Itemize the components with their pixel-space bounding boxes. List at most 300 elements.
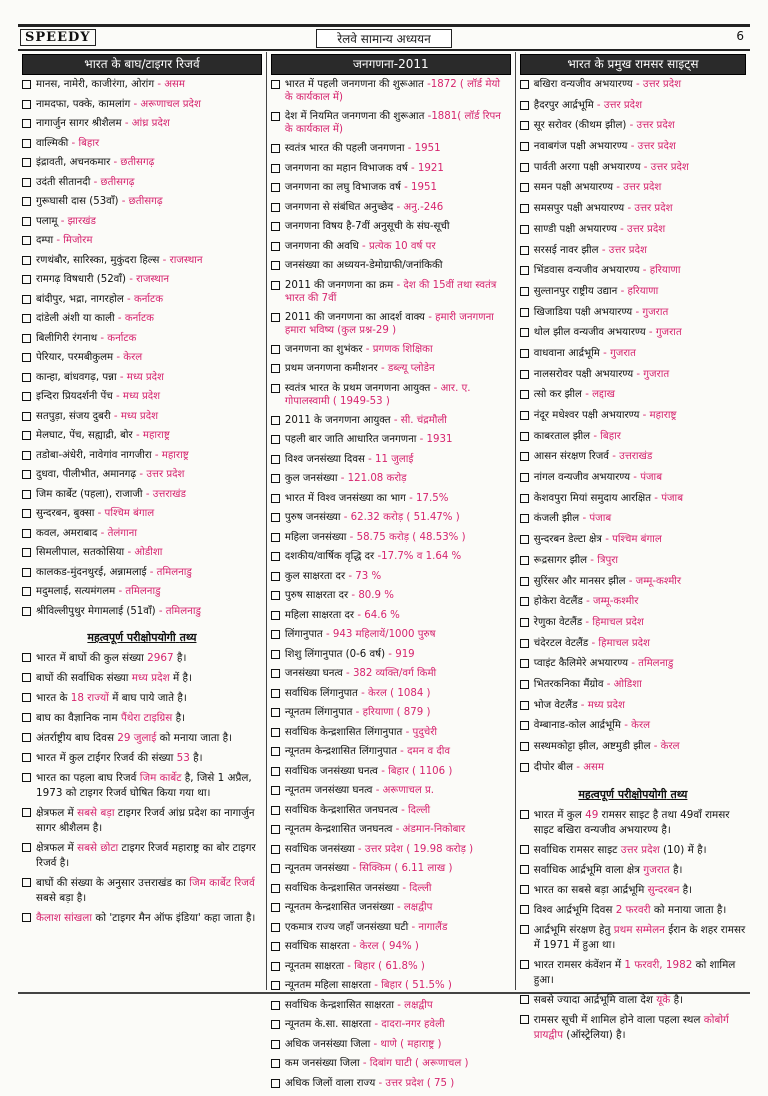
census-row bbox=[271, 648, 511, 668]
checkbox-icon bbox=[520, 494, 529, 503]
tiger-name: जिम कार्बेट (पहला), राजाजी bbox=[36, 489, 143, 500]
census-name: एकमात्र राज्य जहाँ जनसंख्या घटी bbox=[285, 922, 408, 933]
checkbox-icon bbox=[22, 673, 31, 682]
tiger-fact-a: बाघों की संख्या के अनुसार उत्तराखंड का bbox=[36, 877, 189, 889]
census-value: - बिहार ( 61.8% ) bbox=[347, 961, 425, 972]
census-name: 2011 की जनगणना का आदर्श वाक्य bbox=[285, 312, 425, 323]
ramsar-row bbox=[520, 616, 746, 637]
checkbox-icon bbox=[271, 261, 280, 270]
census-value: - दिबांग घाटी ( अरूणाचल ) bbox=[363, 1058, 469, 1069]
ramsar-name: बखिरा वन्यजीव अभयारण्य bbox=[534, 79, 633, 90]
census-row bbox=[271, 687, 511, 707]
census-value: - 1951 bbox=[408, 143, 441, 154]
tiger-row bbox=[22, 176, 262, 196]
census-name: भारत में विश्व जनसंख्या का भाग bbox=[285, 493, 406, 504]
census-value: - केरल ( 1084 ) bbox=[361, 688, 430, 699]
ramsar-text bbox=[534, 450, 746, 463]
census-name: न्यूनतम केन्द्रशासित जनघनत्व bbox=[285, 824, 392, 835]
checkbox-icon bbox=[22, 334, 31, 343]
ramsar-text bbox=[534, 119, 746, 132]
ramsar-row bbox=[520, 471, 746, 492]
tiger-fact bbox=[22, 806, 262, 836]
checkbox-icon bbox=[520, 473, 529, 482]
census-row bbox=[271, 960, 511, 980]
census-row bbox=[271, 726, 511, 746]
tiger-text bbox=[36, 468, 262, 481]
census-text bbox=[285, 843, 511, 856]
ramsar-text bbox=[534, 595, 746, 608]
census-name: न्यूनतम साक्षरता bbox=[285, 961, 344, 972]
tiger-name: कालकड-मुंदनथुरई, अन्नामलाई bbox=[36, 567, 147, 578]
tiger-fact-text bbox=[36, 806, 262, 836]
tiger-text bbox=[36, 234, 262, 247]
census-name: न्यूनतम जनसंख्या घनत्व bbox=[285, 785, 373, 796]
checkbox-icon bbox=[271, 591, 280, 600]
census-row bbox=[271, 589, 511, 609]
census-name: जनगणना विषय है-7वीं अनुसूची के संघ-सूची bbox=[285, 221, 450, 232]
census-name: 2011 की जनगणना का क्रम bbox=[285, 280, 393, 291]
checkbox-icon bbox=[22, 693, 31, 702]
tiger-text bbox=[36, 156, 262, 169]
ramsar-value: - त्रिपुरा bbox=[590, 555, 618, 566]
census-row bbox=[271, 1057, 511, 1077]
ramsar-name: रूद्रसागर झील bbox=[534, 555, 587, 566]
tiger-value: - मध्य प्रदेश bbox=[114, 411, 158, 422]
census-text bbox=[285, 784, 511, 797]
ramsar-row bbox=[520, 181, 746, 202]
census-row bbox=[271, 1077, 511, 1096]
tiger-name: रणथंबौर, सारिस्का, मुकुंदरा हिल्स bbox=[36, 255, 159, 266]
checkbox-icon bbox=[520, 163, 529, 172]
tiger-row bbox=[22, 566, 262, 586]
census-value: - बिहार ( 51.5% ) bbox=[374, 980, 452, 991]
ramsar-text bbox=[534, 719, 746, 732]
ramsar-name: होकेरा वेटलैंड bbox=[534, 596, 583, 607]
checkbox-icon bbox=[520, 225, 529, 234]
tiger-fact-b: सबसे बड़ा है। bbox=[36, 892, 86, 904]
tiger-name: रामगढ़ विषधारी (52वाँ) bbox=[36, 274, 126, 285]
checkbox-icon bbox=[271, 1059, 280, 1068]
ramsar-text bbox=[534, 554, 746, 567]
census-row bbox=[271, 162, 511, 182]
census-name: न्यूनतम के.सा. साक्षरता bbox=[285, 1019, 371, 1030]
ramsar-name: भितरकनिका मैंग्रोव bbox=[534, 679, 604, 690]
ramsar-fact bbox=[520, 1013, 746, 1043]
census-value: - 17.5% bbox=[409, 493, 448, 504]
tiger-row bbox=[22, 332, 262, 352]
checkbox-icon bbox=[271, 494, 280, 503]
ramsar-text bbox=[534, 285, 746, 298]
census-name: लिंगानुपात bbox=[285, 629, 323, 640]
tiger-row bbox=[22, 98, 262, 118]
ramsar-row bbox=[520, 347, 746, 368]
census-row bbox=[271, 433, 511, 453]
census-name: कुल साक्षरता दर bbox=[285, 571, 345, 582]
checkbox-icon bbox=[22, 753, 31, 762]
checkbox-icon bbox=[22, 431, 31, 440]
checkbox-icon bbox=[520, 390, 529, 399]
ramsar-text bbox=[534, 575, 746, 588]
checkbox-icon bbox=[22, 392, 31, 401]
census-column bbox=[267, 52, 516, 990]
census-text bbox=[285, 667, 511, 680]
checkbox-icon bbox=[22, 412, 31, 421]
tiger-text bbox=[36, 585, 262, 598]
ramsar-row bbox=[520, 119, 746, 140]
checkbox-icon bbox=[520, 370, 529, 379]
checkbox-icon bbox=[520, 142, 529, 151]
tiger-row bbox=[22, 195, 262, 215]
tiger-text bbox=[36, 176, 262, 189]
tiger-row bbox=[22, 351, 262, 371]
ramsar-fact-a: विश्व आर्द्रभूमि दिवस bbox=[534, 904, 616, 916]
census-row bbox=[271, 843, 511, 863]
checkbox-icon bbox=[271, 669, 280, 678]
ramsar-name: चंदेरटल वेटलैंड bbox=[534, 638, 588, 649]
tiger-fact-highlight: 18 राज्यों bbox=[71, 692, 109, 704]
tiger-name: दांडेली अंशी या काली bbox=[36, 313, 115, 324]
checkbox-icon bbox=[271, 533, 280, 542]
tiger-fact-a: भारत में कुल टाईगर रिजर्व की संख्या bbox=[36, 752, 177, 764]
checkbox-icon bbox=[271, 222, 280, 231]
tiger-value: - तमिलनाडु bbox=[118, 586, 160, 597]
census-value: - अरूणाचल प्र. bbox=[376, 785, 434, 796]
ramsar-fact-b: रामसर साइट है तथा 49वाँ रामसर साइट बखिरा वन्यजीव अभयारण्य है। bbox=[534, 809, 730, 836]
tiger-name: सुन्दरबन, बुक्सा bbox=[36, 508, 94, 519]
ramsar-name: सरसई नावर झील bbox=[534, 245, 599, 256]
census-row bbox=[271, 901, 511, 921]
checkbox-icon bbox=[22, 843, 31, 852]
ramsar-name: सूर सरोवर (कीथम झील) bbox=[534, 120, 627, 131]
ramsar-value: - जम्मू-कश्मीर bbox=[629, 576, 681, 587]
ramsar-value: - उत्तर प्रदेश bbox=[602, 245, 647, 256]
census-text bbox=[285, 1077, 511, 1090]
ramsar-row bbox=[520, 657, 746, 678]
census-text bbox=[285, 940, 511, 953]
ramsar-text bbox=[534, 388, 746, 401]
tiger-name: सिमलीपाल, सतकोसिया bbox=[36, 547, 124, 558]
checkbox-icon bbox=[520, 680, 529, 689]
ramsar-row bbox=[520, 368, 746, 389]
ramsar-fact bbox=[520, 923, 746, 953]
tiger-text bbox=[36, 351, 262, 364]
census-row bbox=[271, 1018, 511, 1038]
tiger-fact bbox=[22, 911, 262, 926]
ramsar-text bbox=[534, 637, 746, 650]
ramsar-row bbox=[520, 595, 746, 616]
tiger-text bbox=[36, 371, 262, 384]
checkbox-icon bbox=[271, 1020, 280, 1029]
census-text bbox=[285, 343, 511, 356]
tiger-row bbox=[22, 605, 262, 625]
tiger-value: - कर्नाटक bbox=[118, 313, 154, 324]
tiger-fact bbox=[22, 751, 262, 766]
ramsar-name: नांगल वन्यजीव अभयारण्य bbox=[534, 472, 630, 483]
tiger-value: - ओडीशा bbox=[127, 547, 162, 558]
tiger-row bbox=[22, 585, 262, 605]
checkbox-icon bbox=[520, 121, 529, 130]
tiger-fact-highlight: कैलाश सांखला bbox=[36, 912, 92, 924]
ramsar-name: भोज वेटलैंड bbox=[534, 700, 578, 711]
ramsar-value: - गुजरात bbox=[636, 369, 669, 380]
census-name: शिशु लिंगानुपात (0-6 वर्ष) bbox=[285, 649, 385, 660]
tiger-fact-text bbox=[36, 651, 262, 666]
census-text bbox=[285, 745, 511, 758]
census-value: -17.7% व 1.64 % bbox=[377, 551, 461, 562]
ramsar-text bbox=[534, 202, 746, 215]
checkbox-icon bbox=[520, 905, 529, 914]
census-value: - थाणे ( महाराष्ट्र ) bbox=[373, 1039, 441, 1050]
ramsar-value: - पंजाब bbox=[582, 513, 611, 524]
census-text bbox=[285, 648, 511, 661]
ramsar-name: सुल्तानपुर राष्ट्रीय उद्यान bbox=[534, 286, 618, 297]
checkbox-icon bbox=[271, 281, 280, 290]
checkbox-icon bbox=[22, 548, 31, 557]
tiger-fact bbox=[22, 671, 262, 686]
tiger-text bbox=[36, 137, 262, 150]
census-name: जनसंख्या का अध्ययन-डेमोग्राफी/जनांकिकी bbox=[285, 260, 443, 271]
census-value: - प्रत्येक 10 वर्ष पर bbox=[362, 241, 436, 252]
checkbox-icon bbox=[271, 455, 280, 464]
ramsar-fact-a: सर्वाधिक आर्द्रभूमि वाला क्षेत्र bbox=[534, 864, 644, 876]
ramsar-text bbox=[534, 512, 746, 525]
census-value: - बिहार ( 1106 ) bbox=[381, 766, 452, 777]
census-text bbox=[285, 414, 511, 427]
census-row bbox=[271, 259, 511, 279]
census-name: जनसंख्या घनत्व bbox=[285, 668, 343, 679]
census-row bbox=[271, 362, 511, 382]
census-text bbox=[285, 1018, 511, 1031]
census-name: न्यूनतम महिला साक्षरता bbox=[285, 980, 371, 991]
census-name: कुल जनसंख्या bbox=[285, 473, 338, 484]
ramsar-row bbox=[520, 678, 746, 699]
census-value: - 80.9 % bbox=[351, 590, 394, 601]
census-name: सर्वाधिक केन्द्रशासित जनसंख्या bbox=[285, 883, 399, 894]
census-text bbox=[285, 901, 511, 914]
checkbox-icon bbox=[22, 217, 31, 226]
tiger-fact-a: बाघों की सर्वाधिक संख्या bbox=[36, 672, 132, 684]
tiger-value: - मध्य प्रदेश bbox=[116, 391, 160, 402]
tiger-row bbox=[22, 254, 262, 274]
census-text bbox=[285, 362, 511, 375]
tiger-value: - उत्तराखंड bbox=[146, 489, 186, 500]
tiger-fact-b: टाइगर रिजर्व आंध्र प्रदेश का नागार्जुन सागर श्रीशैलम है। bbox=[36, 807, 255, 834]
checkbox-icon bbox=[520, 349, 529, 358]
census-row bbox=[271, 472, 511, 492]
census-name: न्यूनतम जनसंख्या bbox=[285, 863, 349, 874]
ramsar-fact-a: सबसे ज्यादा आर्द्रभूमि वाला देश bbox=[534, 994, 657, 1006]
census-text bbox=[285, 765, 511, 778]
census-text bbox=[285, 201, 511, 214]
ramsar-text bbox=[534, 657, 746, 670]
tiger-fact-a: अंतर्राष्ट्रीय बाघ दिवस bbox=[36, 732, 117, 744]
ramsar-text bbox=[534, 140, 746, 153]
tiger-text bbox=[36, 507, 262, 520]
ramsar-value: - हरियाणा bbox=[643, 265, 681, 276]
ramsar-value: - पंजाब bbox=[633, 472, 662, 483]
tiger-facts-title-a: महत्वपूर्ण परीक्षोपयोगी bbox=[87, 631, 175, 644]
checkbox-icon bbox=[520, 597, 529, 606]
ramsar-fact bbox=[520, 843, 746, 858]
tiger-value: - राजस्थान bbox=[129, 274, 169, 285]
ramsar-name: सस्थमकोट्टा झील, अष्टमुडी झील bbox=[534, 741, 651, 752]
checkbox-icon bbox=[271, 942, 280, 951]
census-row bbox=[271, 706, 511, 726]
census-value: - सिक्किम ( 6.11 लाख ) bbox=[352, 863, 452, 874]
ramsar-value: - असम bbox=[576, 762, 604, 773]
checkbox-icon bbox=[22, 878, 31, 887]
tiger-name: कवल, अमराबाद bbox=[36, 528, 97, 539]
checkbox-icon bbox=[520, 701, 529, 710]
census-row bbox=[271, 628, 511, 648]
checkbox-icon bbox=[22, 653, 31, 662]
tiger-text bbox=[36, 488, 262, 501]
census-name: महिला जनसंख्या bbox=[285, 532, 347, 543]
checkbox-icon bbox=[22, 236, 31, 245]
census-name: देश में नियमित जनगणना की शुरूआत bbox=[285, 111, 425, 122]
checkbox-icon bbox=[271, 345, 280, 354]
checkbox-icon bbox=[271, 112, 280, 121]
ramsar-fact bbox=[520, 863, 746, 878]
checkbox-icon bbox=[22, 470, 31, 479]
checkbox-icon bbox=[520, 411, 529, 420]
ramsar-row bbox=[520, 78, 746, 99]
census-value: -1872 ( लॉर्ड मेयो के कार्यकाल में) bbox=[285, 79, 500, 103]
tiger-fact-b: है। bbox=[174, 652, 187, 664]
tiger-fact bbox=[22, 651, 262, 666]
ramsar-row bbox=[520, 99, 746, 120]
census-name: न्यूनतम केन्द्रशासित जनसंख्या bbox=[285, 902, 394, 913]
census-row bbox=[271, 142, 511, 162]
tiger-row bbox=[22, 234, 262, 254]
ramsar-text bbox=[534, 409, 746, 422]
census-text bbox=[285, 589, 511, 602]
census-row bbox=[271, 609, 511, 629]
tiger-value: - राजस्थान bbox=[163, 255, 203, 266]
census-row bbox=[271, 201, 511, 221]
checkbox-icon bbox=[22, 607, 31, 616]
checkbox-icon bbox=[22, 256, 31, 265]
ramsar-row bbox=[520, 223, 746, 244]
census-value: - सी. चंद्रमौली bbox=[394, 415, 447, 426]
ramsar-text bbox=[534, 616, 746, 629]
ramsar-value: - पश्चिम बंगाल bbox=[605, 534, 662, 545]
checkbox-icon bbox=[22, 314, 31, 323]
checkbox-icon bbox=[271, 364, 280, 373]
ramsar-facts-title-a: महत्वपूर्ण परीक्षोपयोगी bbox=[578, 788, 666, 801]
ramsar-facts-title-b: तथ्य bbox=[671, 788, 688, 801]
census-value: - दमन व दीव bbox=[400, 746, 450, 757]
census-value: - 11 जुलाई bbox=[368, 454, 413, 465]
checkbox-icon bbox=[22, 451, 31, 460]
tiger-fact-highlight: 2967 bbox=[147, 652, 173, 664]
ramsar-name: हैदरपुर आर्द्रभूमि bbox=[534, 100, 594, 111]
ramsar-name: वाधवाना आर्द्रभूमि bbox=[534, 348, 600, 359]
ramsar-value: - उत्तर प्रदेश bbox=[636, 79, 681, 90]
tiger-fact bbox=[22, 771, 262, 801]
checkbox-icon bbox=[271, 630, 280, 639]
tiger-row bbox=[22, 156, 262, 176]
census-text bbox=[285, 511, 511, 524]
tiger-facts-title-b: तथ्य bbox=[180, 631, 197, 644]
tiger-fact-text bbox=[36, 691, 262, 706]
tiger-fact-a: बाघ का वैज्ञानिक नाम bbox=[36, 712, 121, 724]
ramsar-row bbox=[520, 575, 746, 596]
checkbox-icon bbox=[271, 313, 280, 322]
census-name: सर्वाधिक साक्षरता bbox=[285, 941, 350, 952]
ramsar-row bbox=[520, 326, 746, 347]
checkbox-icon bbox=[271, 416, 280, 425]
census-value: - 1921 bbox=[411, 163, 444, 174]
tiger-row bbox=[22, 507, 262, 527]
census-text bbox=[285, 311, 511, 337]
checkbox-icon bbox=[520, 452, 529, 461]
tiger-fact bbox=[22, 876, 262, 906]
ramsar-name: सुरिंसर और मानसर झील bbox=[534, 576, 626, 587]
census-text bbox=[285, 1038, 511, 1051]
tiger-name: श्रीविल्लीपुथुर मेगामलाई (51वाँ) bbox=[36, 606, 156, 617]
tiger-text bbox=[36, 117, 262, 130]
census-name: प्रथम जनगणना कमीशनर bbox=[285, 363, 378, 374]
checkbox-icon bbox=[22, 587, 31, 596]
checkbox-icon bbox=[520, 960, 529, 969]
ramsar-name: त्सो कर झील bbox=[534, 389, 582, 400]
checkbox-icon bbox=[520, 80, 529, 89]
ramsar-fact-a: सर्वाधिक रामसर साइट bbox=[534, 844, 621, 856]
tiger-row bbox=[22, 488, 262, 508]
census-row bbox=[271, 979, 511, 999]
tiger-name: नामदफा, पक्के, कामलांग bbox=[36, 99, 130, 110]
tiger-fact-text bbox=[36, 911, 262, 926]
ramsar-name: काबरताल झील bbox=[534, 431, 590, 442]
census-value: - आर. ए. गोपालस्वामी ( 1949-53 ) bbox=[285, 383, 471, 407]
tiger-fact-text bbox=[36, 731, 262, 746]
tiger-value: - असम bbox=[157, 79, 185, 90]
tiger-row bbox=[22, 546, 262, 566]
census-text bbox=[285, 162, 511, 175]
census-text bbox=[285, 78, 511, 104]
census-name: जनगणना का महान विभाजक वर्ष bbox=[285, 163, 408, 174]
tiger-fact-a: भारत में बाघों की कुल संख्या bbox=[36, 652, 147, 664]
ramsar-text bbox=[534, 99, 746, 112]
tiger-value: - महाराष्ट्र bbox=[155, 450, 189, 461]
census-value: - उत्तर प्रदेश ( 75 ) bbox=[379, 1078, 455, 1089]
ramsar-value: - लद्दाख bbox=[585, 389, 615, 400]
ramsar-value: - मध्य प्रदेश bbox=[581, 700, 625, 711]
checkbox-icon bbox=[22, 295, 31, 304]
checkbox-icon bbox=[520, 845, 529, 854]
census-name: 2011 के जनगणना आयुक्त bbox=[285, 415, 391, 426]
checkbox-icon bbox=[520, 183, 529, 192]
census-row bbox=[271, 531, 511, 551]
census-name: विश्व जनसंख्या दिवस bbox=[285, 454, 365, 465]
tiger-value: - बिहार bbox=[72, 138, 100, 149]
census-text bbox=[285, 687, 511, 700]
ramsar-fact-text bbox=[534, 808, 746, 838]
census-text bbox=[285, 472, 511, 485]
ramsar-row bbox=[520, 285, 746, 306]
census-row bbox=[271, 78, 511, 110]
checkbox-icon bbox=[520, 287, 529, 296]
tiger-fact-b: है। bbox=[190, 752, 203, 764]
tiger-text bbox=[36, 390, 262, 403]
census-value: - दिल्ली bbox=[401, 805, 430, 816]
census-value: - 382 व्यक्ति/वर्ग किमी bbox=[346, 668, 436, 679]
tiger-text bbox=[36, 293, 262, 306]
checkbox-icon bbox=[271, 786, 280, 795]
census-text bbox=[285, 142, 511, 155]
checkbox-icon bbox=[22, 713, 31, 722]
